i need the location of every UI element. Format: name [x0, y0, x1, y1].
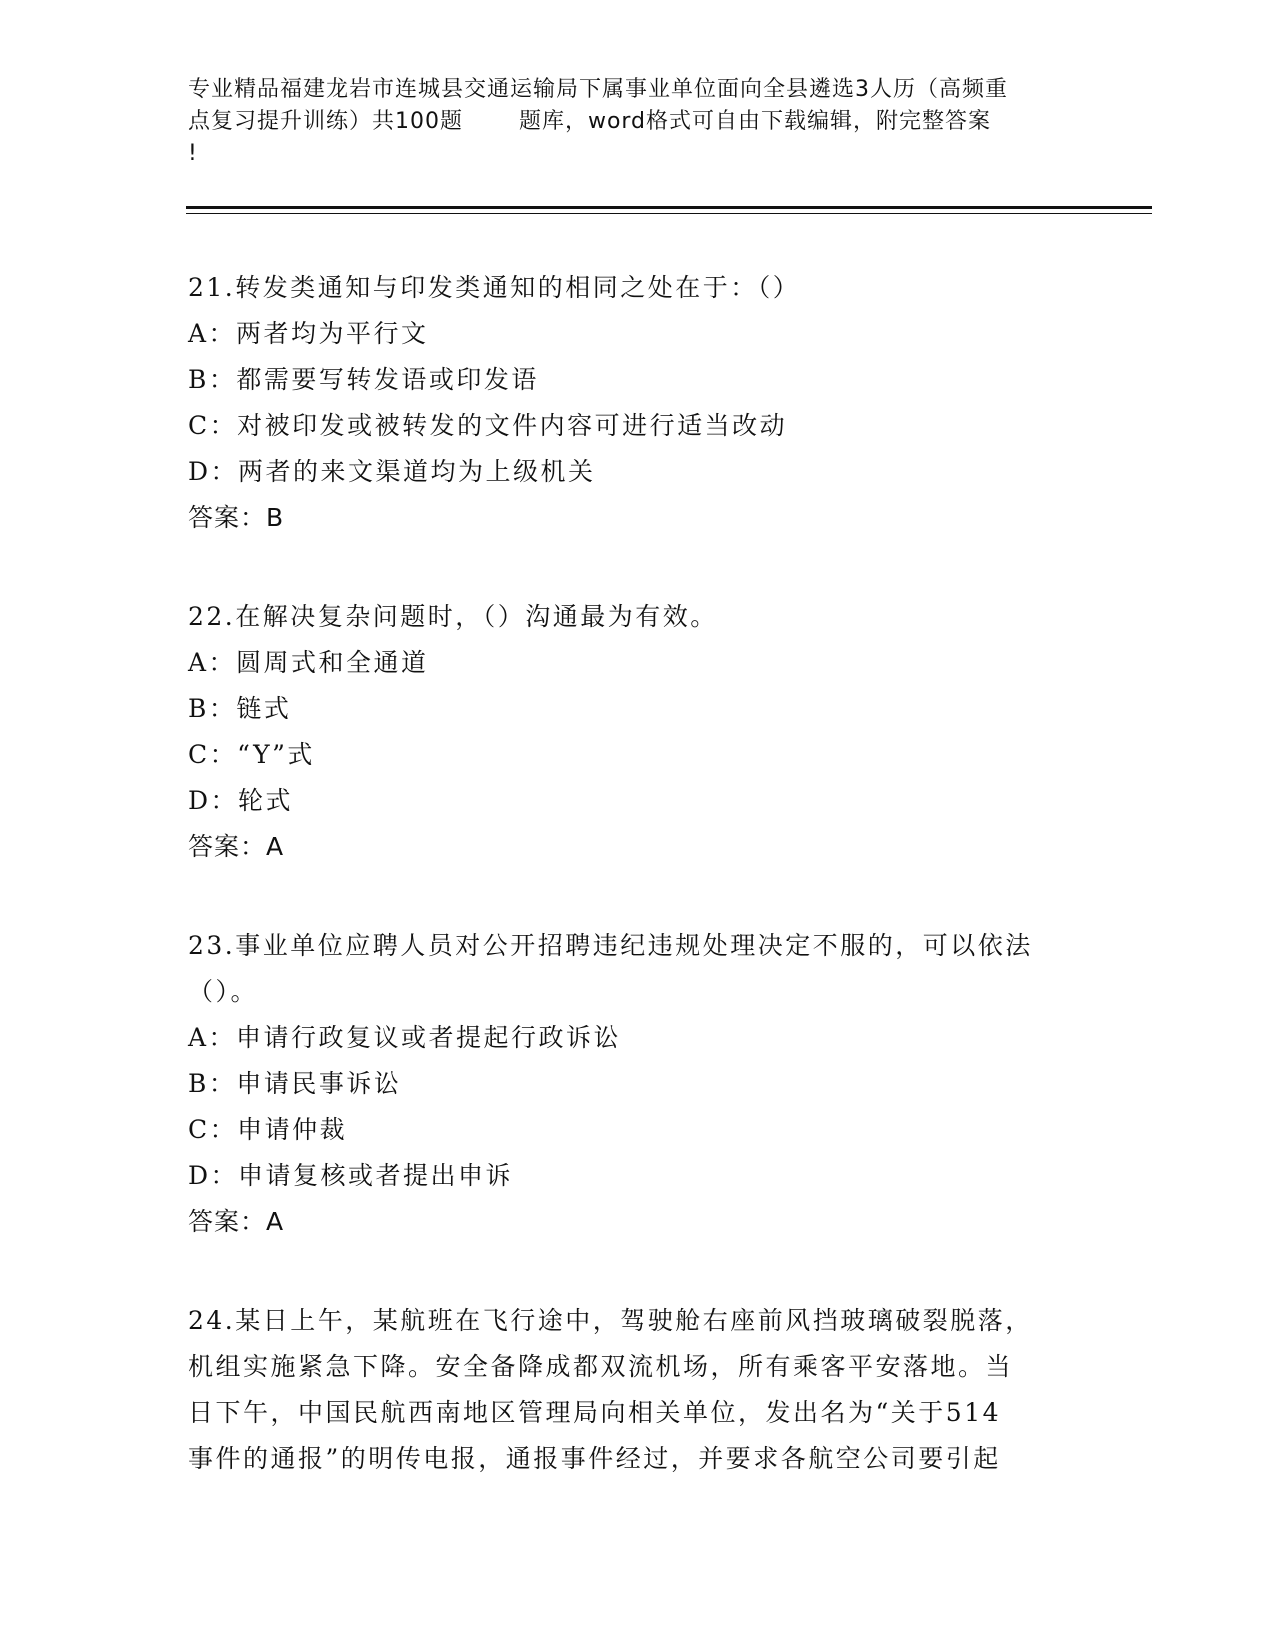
question-24 — [188, 1298, 1088, 1482]
header-line: 专业精品福建龙岩市连城县交通运输局下属事业单位面向全县遴选3人历（高频重 — [188, 77, 1008, 102]
answer-line: 答案：B — [188, 503, 285, 532]
header-divider-thick — [186, 206, 1152, 209]
option-d: D：轮式 — [188, 786, 294, 815]
answer-line: 答案：A — [188, 1207, 285, 1236]
question-stem: 23.事业单位应聘人员对公开招聘违纪违规处理决定不服的，可以依法 — [188, 931, 1033, 960]
question-22 — [188, 594, 1088, 870]
question-stem-continued: 机组实施紧急下降。安全备降成都双流机场，所有乘客平安落地。当 — [188, 1352, 1014, 1381]
answer-line: 答案：A — [188, 832, 285, 861]
option-d: D：两者的来文渠道均为上级机关 — [188, 457, 596, 486]
document-header — [188, 74, 1088, 170]
question-stem: 21.转发类通知与印发类通知的相同之处在于：（） — [188, 273, 801, 302]
question-stem-continued: 日下午，中国民航西南地区管理局向相关单位，发出名为“关于514 — [188, 1398, 1002, 1427]
option-a: A：圆周式和全通道 — [188, 648, 429, 677]
header-divider-thin — [186, 213, 1152, 214]
question-stem-continued: （）。 — [188, 977, 259, 1006]
option-b: B：都需要写转发语或印发语 — [188, 365, 539, 394]
option-d: D：申请复核或者提出申诉 — [188, 1161, 514, 1190]
question-23 — [188, 923, 1088, 1245]
option-b: B：申请民事诉讼 — [188, 1069, 402, 1098]
option-c: C：对被印发或被转发的文件内容可进行适当改动 — [188, 411, 788, 440]
option-c: C：“Y”式 — [188, 740, 315, 769]
question-stem: 22.在解决复杂问题时，（）沟通最为有效。 — [188, 602, 718, 631]
option-c: C：申请仲裁 — [188, 1115, 348, 1144]
option-b: B：链式 — [188, 694, 292, 723]
option-a: A：申请行政复议或者提起行政诉讼 — [188, 1023, 622, 1052]
question-21 — [188, 265, 1088, 541]
option-a: A：两者均为平行文 — [188, 319, 429, 348]
question-stem: 24.某日上午，某航班在飞行途中，驾驶舱右座前风挡玻璃破裂脱落， — [188, 1306, 1033, 1335]
header-line: 点复习提升训练）共100题 题库，word格式可自由下载编辑，附完整答案 — [188, 109, 992, 134]
question-stem-continued: 事件的通报”的明传电报，通报事件经过，并要求各航空公司要引起 — [188, 1444, 1001, 1473]
question-list — [188, 265, 1088, 1535]
header-line: ! — [188, 141, 198, 166]
